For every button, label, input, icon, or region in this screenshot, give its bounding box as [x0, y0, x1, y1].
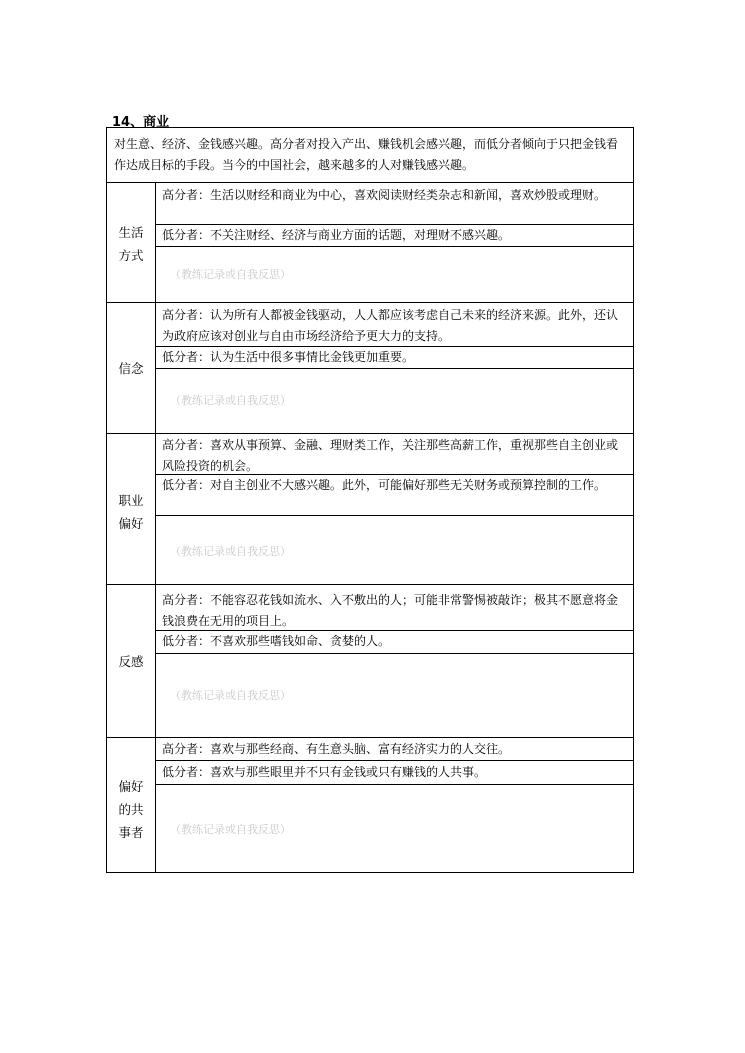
row-label-aversion: 反感	[118, 654, 144, 669]
lifestyle-low: 低分者：不关注财经、经济与商业方面的话题，对理财不感兴趣。	[162, 228, 511, 242]
coworkers-low: 低分者：喜欢与那些眼里并不只有金钱或只有赚钱的人共事。	[162, 765, 487, 779]
career-note-placeholder[interactable]: （教练记录或自我反思）	[170, 545, 291, 558]
row-label-career: 职业偏好	[118, 493, 144, 531]
lifestyle-note-placeholder[interactable]: （教练记录或自我反思）	[170, 268, 291, 281]
coworkers-note-placeholder[interactable]: （教练记录或自我反思）	[170, 823, 291, 836]
row-label-coworkers: 偏好的共事者	[118, 779, 144, 840]
lifestyle-high: 高分者：生活以财经和商业为中心，喜欢阅读财经类杂志和新闻，喜欢炒股或理财。	[162, 188, 607, 202]
profile-table	[106, 127, 634, 873]
belief-note-placeholder[interactable]: （教练记录或自我反思）	[170, 394, 291, 407]
coworkers-high: 高分者：喜欢与那些经商、有生意头脑、富有经济实力的人交往。	[162, 742, 511, 756]
career-high: 高分者：喜欢从事预算、金融、理财类工作，关注那些高薪工作，重视那些自主创业或风险投资的机会。	[162, 438, 619, 473]
aversion-note-placeholder[interactable]: （教练记录或自我反思）	[170, 689, 291, 702]
belief-high: 高分者：认为所有人都被金钱驱动，人人都应该考虑自己未来的经济来源。此外，还认为政府应该对创业与自由市场经济给予更大力的支持。	[162, 308, 619, 343]
aversion-low: 低分者：不喜欢那些嗜钱如命、贪婪的人。	[162, 634, 391, 648]
intro-text: 对生意、经济、金钱感兴趣。高分者对投入产出、赚钱机会感兴趣，而低分者倾向于只把金钱看作达成目标的手段。当今的中国社会，越来越多的人对赚钱感兴趣。	[114, 137, 619, 172]
row-label-belief: 信念	[118, 361, 144, 376]
section-title: 14、商业	[112, 115, 170, 130]
belief-low: 低分者：认为生活中很多事情比金钱更加重要。	[162, 350, 415, 364]
career-low: 低分者：对自主创业不大感兴趣。此外，可能偏好那些无关财务或预算控制的工作。	[162, 478, 607, 492]
aversion-high: 高分者：不能容忍花钱如流水、入不敷出的人；可能非常警惕被敲诈；极其不愿意将金钱浪费在无用的项目上。	[162, 593, 619, 628]
row-label-lifestyle: 生活方式	[118, 225, 144, 263]
